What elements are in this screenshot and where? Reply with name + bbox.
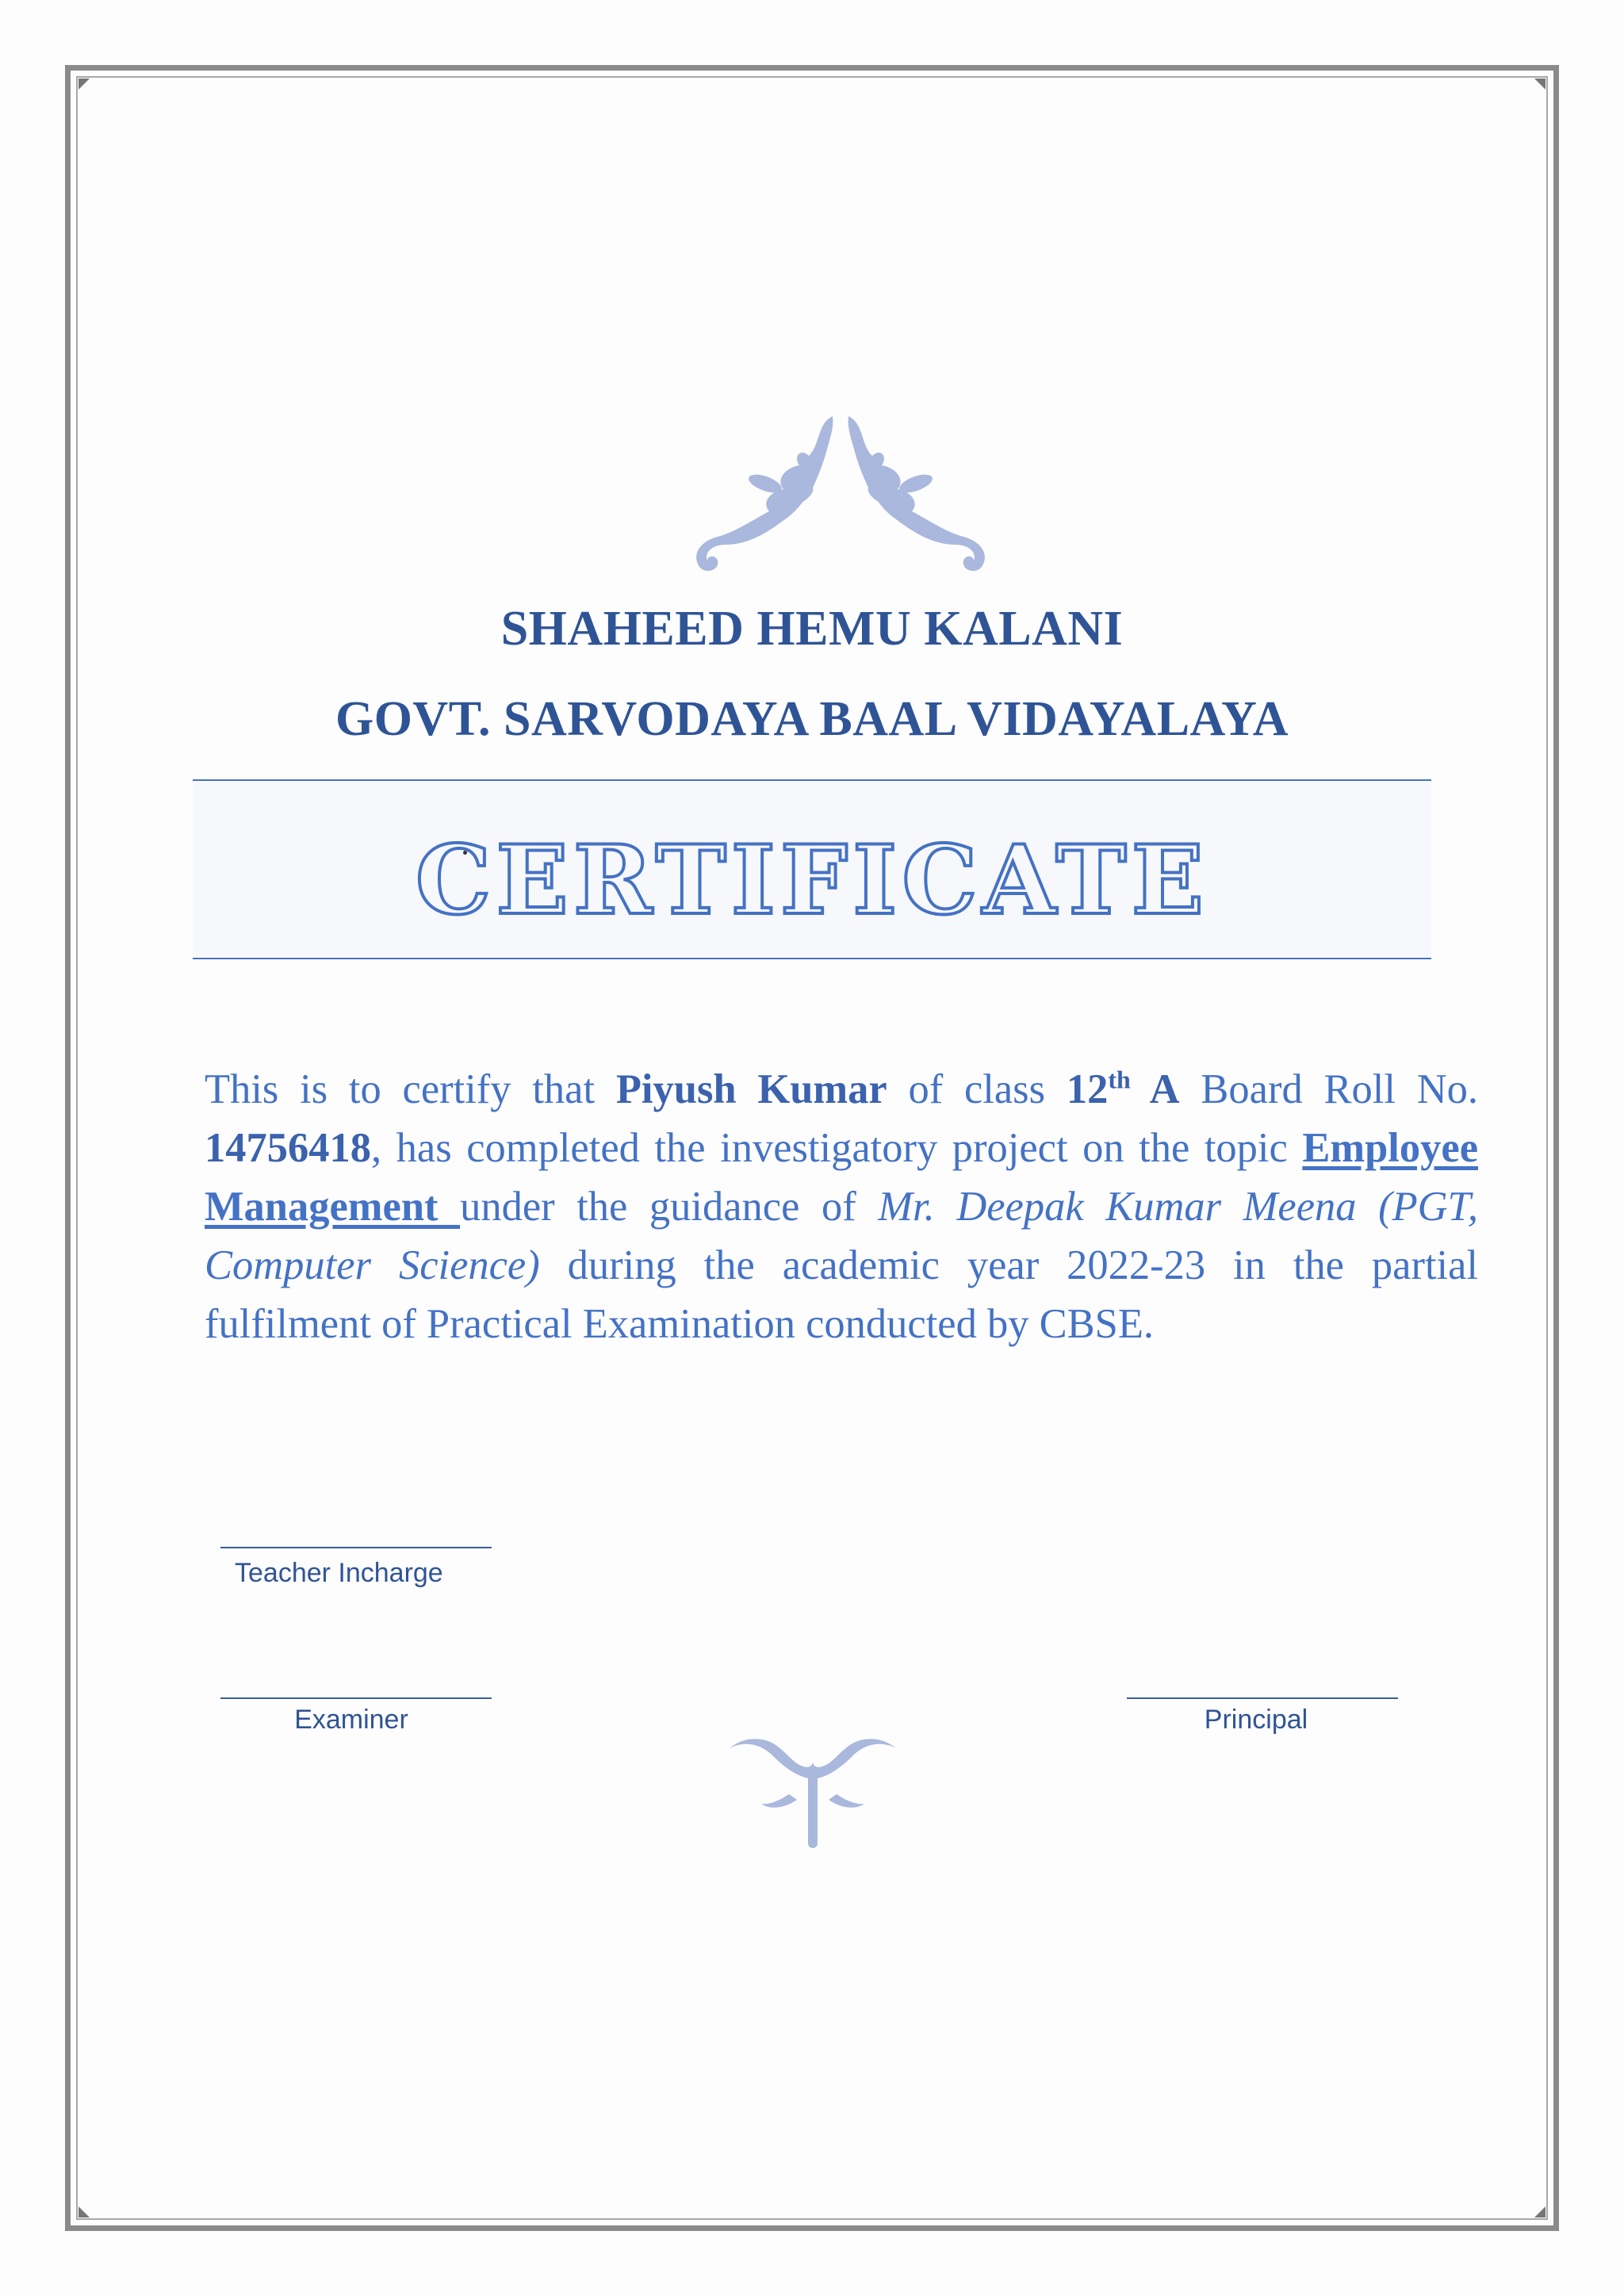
class-suffix: th: [1108, 1065, 1131, 1094]
principal-signature-line: [1127, 1697, 1398, 1699]
roll-number: 14756418: [205, 1125, 371, 1171]
intro-text: This is to certify that: [205, 1066, 616, 1112]
corner-mark-top-left: [79, 78, 90, 90]
divider-top: [193, 779, 1431, 781]
project-topic: Employee Management: [205, 1125, 1478, 1230]
teacher-signature-line: [220, 1547, 492, 1548]
corner-mark-bottom-right: [1534, 2206, 1545, 2218]
principal-label: Principal: [1204, 1705, 1308, 1735]
roll-label: Board Roll No.: [1179, 1066, 1478, 1112]
student-name: Piyush Kumar: [615, 1066, 887, 1112]
school-name-line2: GOVT. SARVODAYA BAAL VIDAYALAYA: [335, 692, 1289, 746]
class-number: 12: [1066, 1066, 1109, 1112]
floral-scroll-icon: [682, 400, 999, 575]
corner-mark-top-right: [1534, 78, 1545, 90]
examiner-signature-line: [220, 1697, 492, 1699]
certificate-statement: [205, 1060, 1478, 1353]
floral-drop-icon: [726, 1732, 900, 1851]
corner-mark-bottom-left: [79, 2206, 90, 2218]
closing-text: during the academic year 2022-23 in the partial fulfilment of Practical Examination conducted by CBSE.: [205, 1242, 1478, 1347]
divider-bottom: [193, 958, 1431, 959]
project-text: , has completed the investigatory project on the topic: [371, 1125, 1303, 1171]
class-section: A: [1130, 1066, 1180, 1112]
class-prefix: of class: [887, 1066, 1067, 1112]
guidance-prefix: under the guidance of: [460, 1184, 879, 1230]
guide-name: Mr. Deepak Kumar Meena (PGT, Computer Science): [205, 1184, 1478, 1288]
teacher-incharge-label: Teacher Incharge: [235, 1558, 443, 1588]
certificate-title: CERTIFICATE: [415, 825, 1209, 936]
school-name-line1: SHAHEED HEMU KALANI: [500, 602, 1124, 656]
examiner-label: Examiner: [294, 1705, 408, 1735]
